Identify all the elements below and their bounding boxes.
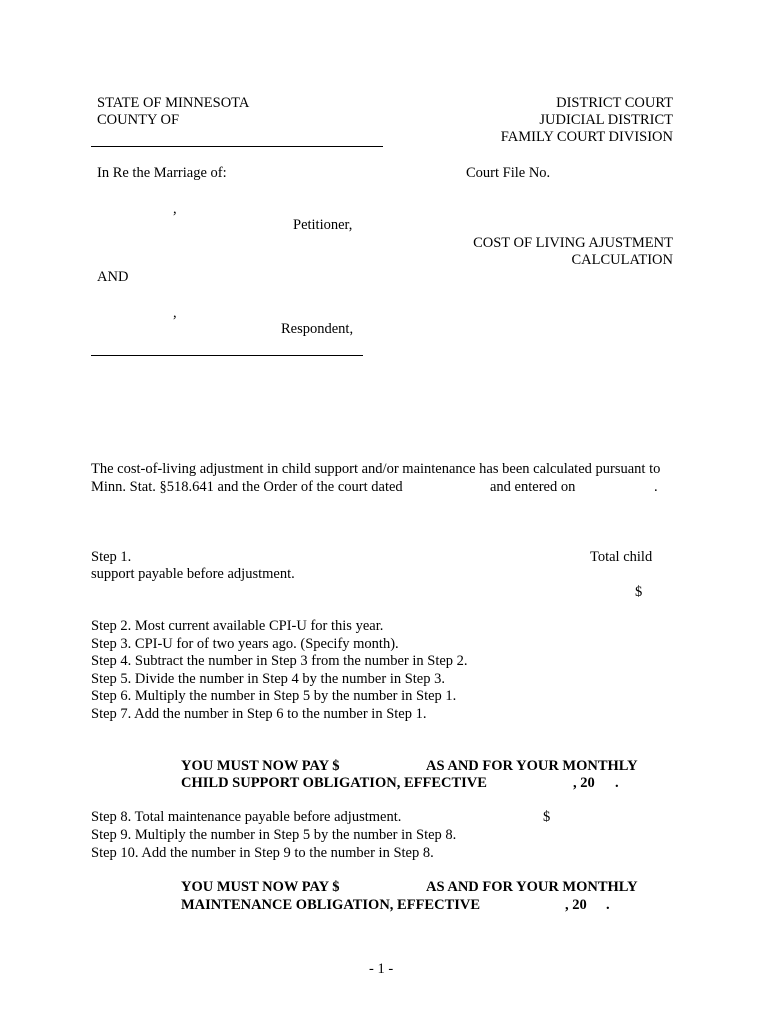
state-name: STATE OF MINNESOTA (97, 95, 250, 111)
document-title-line2: CALCULATION (571, 252, 673, 268)
intro-line2: Minn. Stat. §518.641 and the Order of the court dated (91, 479, 403, 495)
respondent-name-comma: , (173, 305, 177, 321)
step1-label: Step 1. (91, 549, 132, 565)
petitioner-label: Petitioner, (293, 217, 353, 233)
notice2-obligation: MAINTENANCE OBLIGATION, EFFECTIVE (181, 897, 481, 913)
judicial-district: JUDICIAL DISTRICT (539, 112, 673, 128)
step8-dollar-sign: $ (543, 809, 551, 825)
notice1-pay: YOU MUST NOW PAY $ (181, 758, 340, 774)
notice1-year: , 20 (573, 775, 595, 791)
court-division: FAMILY COURT DIVISION (500, 129, 673, 145)
notice1-period: . (615, 775, 619, 791)
document-title-line1: COST OF LIVING AJUSTMENT (473, 235, 673, 251)
notice2-monthly: AS AND FOR YOUR MONTHLY (426, 879, 638, 895)
step-10: Step 10. Add the number in Step 9 to the number in Step 8. (91, 845, 434, 861)
notice1-monthly: AS AND FOR YOUR MONTHLY (426, 758, 638, 774)
step-3: Step 3. CPI-U for of two years ago. (Specify month). (91, 636, 399, 652)
step-7: Step 7. Add the number in Step 6 to the number in Step 1. (91, 706, 427, 722)
and-label: AND (97, 269, 129, 285)
page-number: - 1 - (369, 961, 394, 977)
intro-line1: The cost-of-living adjustment in child support and/or maintenance has been calculated pursuant to (91, 461, 661, 477)
notice2-period: . (606, 897, 610, 913)
step1-total-child: Total child (590, 549, 653, 565)
step-2: Step 2. Most current available CPI-U for this year. (91, 618, 384, 634)
notice2-pay: YOU MUST NOW PAY $ (181, 879, 340, 895)
step-9: Step 9. Multiply the number in Step 5 by the number in Step 8. (91, 827, 457, 843)
intro-period: . (654, 479, 658, 495)
caption-divider (91, 355, 363, 356)
petitioner-name-comma: , (173, 201, 177, 217)
court-name: DISTRICT COURT (556, 95, 673, 111)
step-8: Step 8. Total maintenance payable before adjustment. (91, 809, 402, 825)
step-4: Step 4. Subtract the number in Step 3 from the number in Step 2. (91, 653, 468, 669)
respondent-label: Respondent, (281, 321, 354, 337)
notice1-obligation: CHILD SUPPORT OBLIGATION, EFFECTIVE (181, 775, 487, 791)
step1-dollar-sign: $ (635, 584, 643, 600)
in-re-marriage: In Re the Marriage of: (97, 165, 227, 181)
step1-description: support payable before adjustment. (91, 566, 295, 582)
step-5: Step 5. Divide the number in Step 4 by the number in Step 3. (91, 671, 445, 687)
county-label: COUNTY OF (97, 112, 180, 128)
intro-entered-on: and entered on (490, 479, 576, 495)
header-divider (91, 146, 383, 147)
notice2-year: , 20 (565, 897, 587, 913)
court-file-number: Court File No. (466, 165, 551, 181)
step-6: Step 6. Multiply the number in Step 5 by the number in Step 1. (91, 688, 457, 704)
